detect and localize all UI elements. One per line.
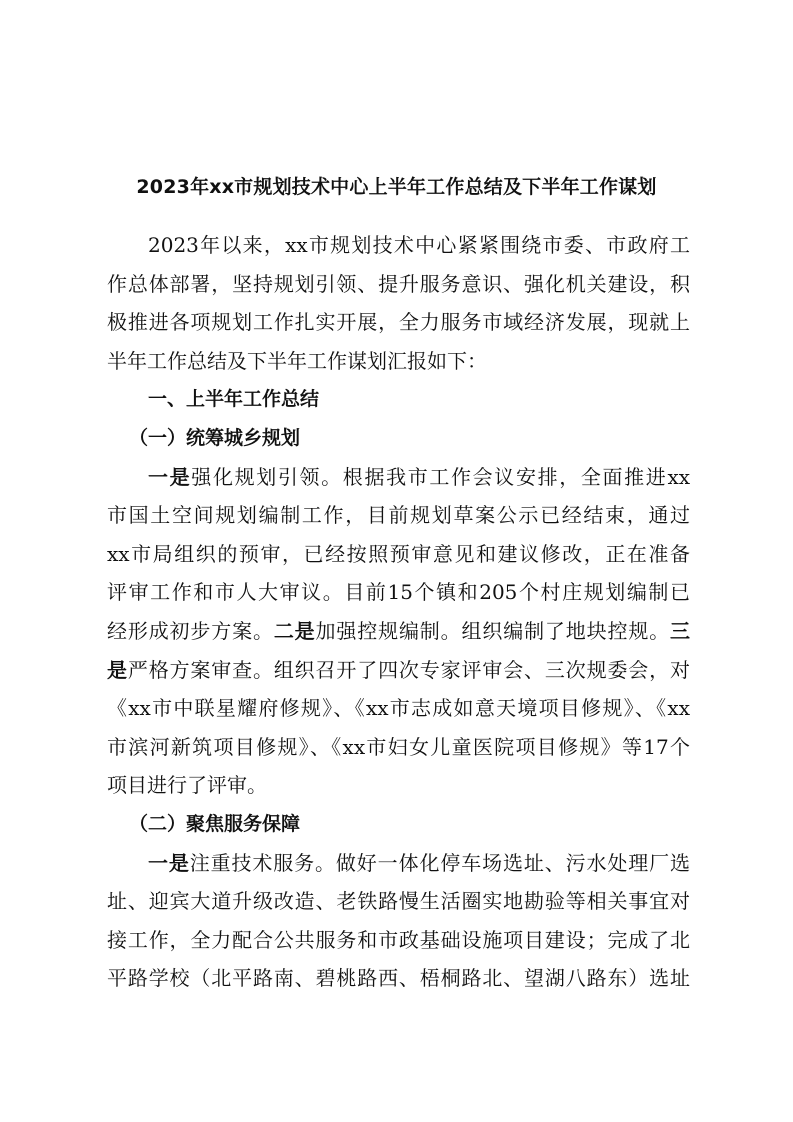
bold-lead-text: 是: [107, 657, 128, 682]
text-segment: 址、迎宾大道升级改造、老铁路慢生活圈实地勘验等相关事宜对: [107, 889, 690, 914]
paragraph-line: [107, 346, 690, 385]
paragraph-line: [107, 462, 690, 501]
text-segment: 严格方案审查。组织召开了四次专家评审会、三次规委会，对: [127, 657, 691, 682]
paragraph-line: [107, 732, 690, 771]
text-segment: 市滨河新筑项目修规》、《xx市妇女儿童医院项目修规》等17个: [107, 734, 690, 759]
bold-lead-text: 二是: [273, 618, 316, 643]
paragraph-line: [107, 963, 690, 1002]
text-segment: 接工作，全力配合公共服务和市政基础设施项目建设；完成了北: [107, 927, 690, 952]
text-segment: （一）统筹城乡规划: [129, 426, 301, 449]
text-segment: （二）聚焦服务保障: [129, 812, 301, 835]
paragraph-line: [107, 539, 690, 578]
paragraph-line: [107, 616, 690, 655]
text-segment: 项目进行了评审。: [107, 773, 267, 798]
paragraph-line: [107, 848, 690, 887]
text-segment: 评审工作和市人大审议。目前15个镇和205个村庄规划编制已: [107, 580, 690, 605]
text-segment: 《xx市中联星耀府修规》、《xx市志成如意天境项目修规》、《xx: [107, 696, 690, 721]
text-segment: 一、上半年工作总结: [148, 388, 320, 411]
paragraph-line: [107, 770, 690, 809]
text-segment: 极推进各项规划工作扎实开展，全力服务市域经济发展，现就上: [107, 310, 690, 335]
text-segment: 市国土空间规划编制工作，目前规划草案公示已经结束，通过: [107, 503, 690, 528]
paragraph-line: [107, 577, 690, 616]
text-segment: 强化规划引领。根据我市工作会议安排，全面推进xx: [191, 464, 691, 489]
text-segment: 加强控规编制。组织编制了地块控规。: [315, 618, 671, 643]
text-segment: 2023年以来，xx市规划技术中心紧紧围绕市委、市政府工: [148, 233, 690, 257]
section-heading: [107, 384, 690, 423]
paragraph-line: [107, 693, 690, 732]
paragraph-line: [107, 655, 690, 694]
text-segment: 作总体部署，坚持规划引领、提升服务意识、强化机关建设，积: [107, 271, 690, 296]
text-segment: 注重技术服务。做好一体化停车场选址、污水处理厂选: [189, 850, 691, 875]
bold-lead-text: 一是: [148, 464, 192, 489]
text-segment: 平路学校（北平路南、碧桃路西、梧桐路北、望湖八路东）选址: [107, 966, 690, 991]
paragraph-line: [107, 307, 690, 346]
section-heading: [107, 423, 690, 462]
text-segment: 半年工作总结及下半年工作谋划汇报如下：: [107, 348, 487, 373]
text-segment: 经形成初步方案。: [107, 618, 274, 643]
section-heading: [107, 809, 690, 848]
document-body: [107, 230, 690, 1002]
paragraph-line: [107, 230, 690, 269]
text-segment: xx市局组织的预审，已经按照预审意见和建议修改，正在准备: [107, 541, 690, 566]
bold-lead-text: 一是: [148, 850, 190, 875]
bold-lead-text: 三: [670, 618, 691, 643]
paragraph-line: [107, 886, 690, 925]
paragraph-line: [107, 500, 690, 539]
document-title: 2023年xx市规划技术中心上半年工作总结及下半年工作谋划: [136, 176, 657, 198]
paragraph-line: [107, 269, 690, 308]
paragraph-line: [107, 925, 690, 964]
